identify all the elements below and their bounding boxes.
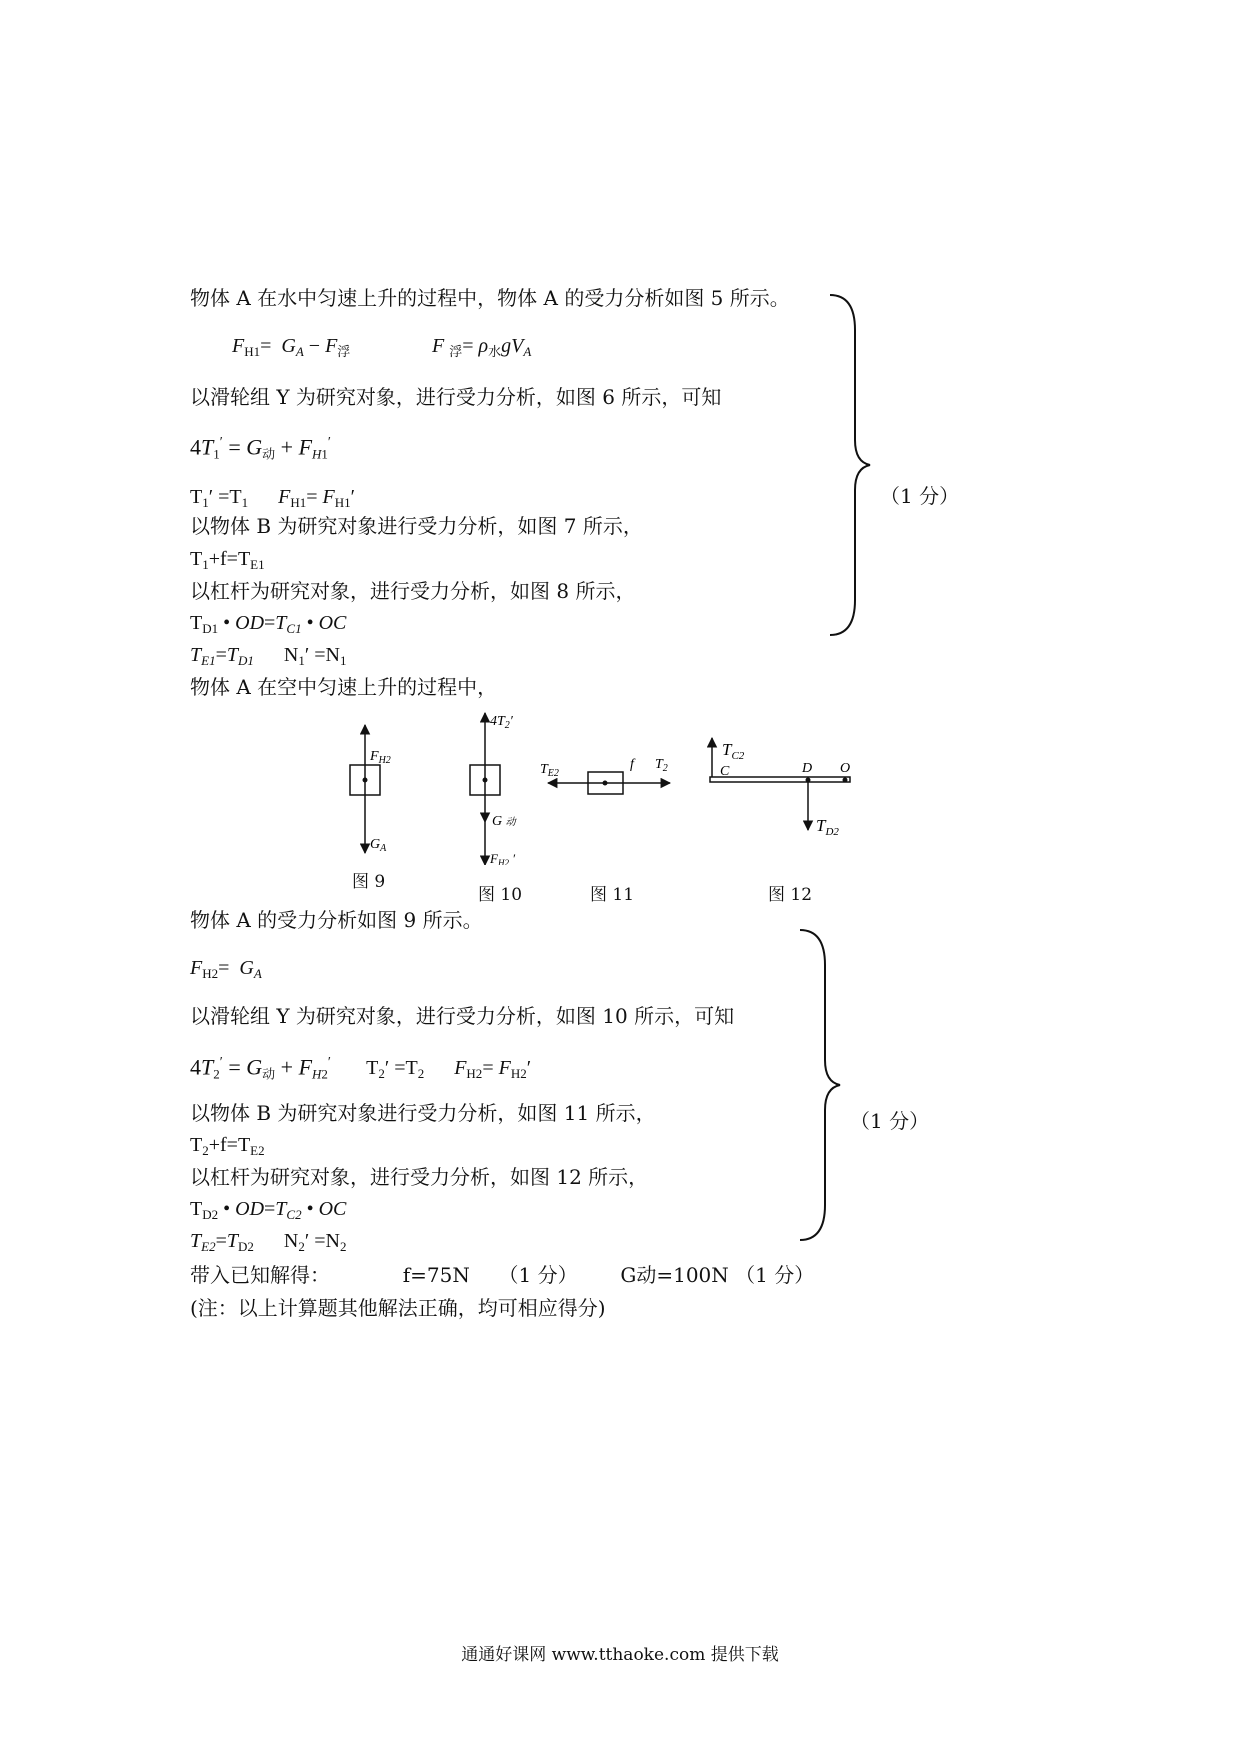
section1-objb-text: 以物体 B 为研究对象进行受力分析，如图 7 所示， [190, 514, 643, 538]
eq-pulley-2: $4T_2' = G_动 + F_{H2}'$ $T_2' =T_2$ $F_{H2}= F_{H2}'$ [190, 1054, 532, 1082]
fig12-caption: 图 12 [768, 885, 813, 905]
note: (注：以上计算题其他解法正确，均可相应得分) [190, 1296, 606, 1320]
section1-pulley-text: 以滑轮组 Y 为研究对象，进行受力分析，如图 6 所示，可知 [190, 385, 722, 409]
result-lead: 带入已知解得： [190, 1263, 330, 1287]
fig11-label-right2: $T_2$ [655, 757, 668, 774]
eq-rel-2: $T_{E2}=T_{D2}$ $N_2' =N_2$ [190, 1230, 347, 1254]
fig9-label-down: $G_A$ [370, 837, 387, 854]
result-f-value: f=75N [402, 1263, 470, 1287]
result-g-value: G动=100N [620, 1263, 729, 1287]
fig11-label-right1: f [630, 757, 634, 772]
eq-fh1: $F_{H1}= G_A - F_浮$ [232, 335, 351, 359]
eq-lever-1: $T_{D1}$ • $OD=T_{C1}$ • OC [190, 612, 347, 636]
eq-b-1: $T_1+f=T_{E1}$ [190, 548, 265, 572]
fig11-label-left: $T_{E2}$ [540, 762, 559, 779]
fig11-caption: 图 11 [590, 885, 635, 905]
eq-rel-1: $T_{E1}=T_{D1}$ $N_1' =N_1$ [190, 644, 347, 668]
figure-11 [540, 757, 670, 794]
fig12-label-d: D [802, 761, 813, 776]
fig10-label-down2: $F_{H2}$ ′ [490, 851, 516, 865]
fig10-label-up: $4T_2'$ [490, 714, 513, 731]
eq-lever-2: $T_{D2}$ • $OD=T_{C2}$ • OC [190, 1198, 347, 1222]
section2-intro: 物体 A 在空中匀速上升的过程中， [190, 675, 498, 699]
brace-section2 [790, 925, 850, 1245]
fig9-label-up: $F_{H2}$ [370, 749, 391, 766]
section1-lever-text: 以杠杆为研究对象，进行受力分析，如图 8 所示， [190, 579, 636, 603]
section2-fig-ref: 物体 A 的受力分析如图 9 所示。 [190, 908, 483, 932]
figure-10 [470, 713, 518, 865]
footer: 通通好课网 www.tthaoke.com 提供下载 [461, 1645, 779, 1665]
result-line [190, 1262, 814, 1288]
figure-12 [710, 738, 850, 838]
figure-9 [350, 725, 391, 854]
fig12-label-up: $T_{C2}$ [722, 740, 745, 762]
eq-pulley-1: $4T_1' = G_动 + F_{H1}'$ [190, 434, 331, 462]
result-g-score: （1 分） [735, 1263, 815, 1287]
fig12-label-c: C [720, 764, 730, 779]
fig9-caption: 图 9 [352, 872, 386, 892]
score-section2: （1 分） [850, 1109, 930, 1133]
result-f-score: （1 分） [498, 1263, 578, 1287]
section2-pulley-text: 以滑轮组 Y 为研究对象，进行受力分析，如图 10 所示，可知 [190, 1004, 735, 1028]
fig12-label-o: O [840, 761, 851, 776]
fig10-caption: 图 10 [478, 885, 523, 905]
brace-section1 [820, 290, 880, 640]
fig10-label-down1: G 动 [492, 814, 516, 829]
section1-intro: 物体 A 在水中匀速上升的过程中，物体 A 的受力分析如图 5 所示。 [190, 286, 790, 310]
section2-objb-text: 以物体 B 为研究对象进行受力分析，如图 11 所示， [190, 1101, 656, 1125]
eq-fbuoy: F $_浮= \rho_水gV_A$ [432, 335, 532, 359]
eq-equal-1: $T_1' =T_1$ $F_{H1}= F_{H1}'$ [190, 486, 355, 510]
score-section1: （1 分） [880, 484, 960, 508]
section2-lever-text: 以杠杆为研究对象，进行受力分析，如图 12 所示， [190, 1165, 649, 1189]
fig12-label-down: $T_{D2}$ [816, 816, 839, 838]
eq-fh2: $F_{H2}= G_A$ [190, 957, 262, 981]
eq-b-2: $T_2+f=T_{E2}$ [190, 1134, 265, 1158]
force-diagrams [340, 705, 900, 865]
